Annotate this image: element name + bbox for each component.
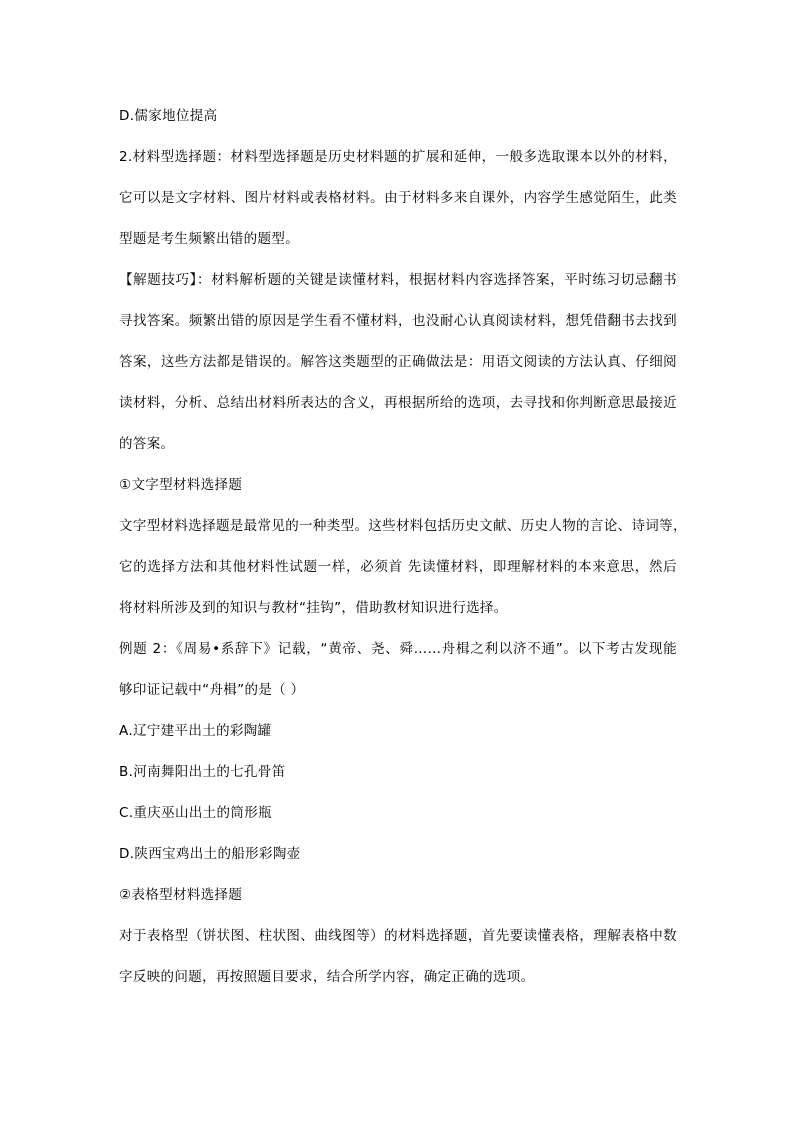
question-line: 够印证记载中“舟楫”的是（ ） — [119, 682, 305, 698]
text-line: 文字型材料选择题是最常见的一种类型。这些材料包括历史文献、历史人物的言论、诗词等， — [119, 518, 687, 534]
text-line: 寻找答案。频繁出错的原因是学生看不懂材料，也没耐心认真阅读材料，想凭借翻书去找到 — [119, 313, 677, 329]
text-line: D.儒家地位提高 — [119, 108, 218, 124]
option-a: A.辽宁建平出土的彩陶罐 — [119, 723, 272, 739]
text-line: 对于表格型（饼状图、柱状图、曲线图等）的材料选择题，首先要读懂表格，理解表格中数 — [119, 928, 677, 944]
option-d: D.陕西宝鸡出土的船形彩陶壶 — [119, 846, 301, 862]
text-line: 的答案。 — [119, 436, 175, 452]
text-line: 型题是考生频繁出错的题型。 — [119, 231, 300, 247]
text-line: 它可以是文字材料、图片材料或表格材料。由于材料多来自课外，内容学生感觉陌生，此类 — [119, 190, 677, 206]
text-line: 2.材料型选择题：材料型选择题是历史材料题的扩展和延伸，一般多选取课本以外的材料， — [119, 149, 677, 165]
text-line: 【解题技巧】：材料解析题的关键是读懂材料，根据材料内容选择答案，平时练习切忌翻书 — [119, 272, 677, 288]
option-b: B.河南舞阳出土的七孔骨笛 — [119, 764, 286, 780]
text-line: 读材料，分析、总结出材料所表达的含义，再根据所给的选项，去寻找和你判断意思最接近 — [119, 395, 677, 411]
text-line: 字反映的问题，再按照题目要求，结合所学内容，确定正确的选项。 — [119, 969, 535, 985]
question-line: 例题 2：《周易•系辞下》记载，“黄帝、尧、舜……舟楫之利以济不通”。以下考古发现能 — [119, 641, 677, 657]
document-page — [119, 106, 687, 987]
text-line: 它的选择方法和其他材料性试题一样，必须首 先读懂材料，即理解材料的本来意思，然后 — [119, 559, 677, 575]
section-heading: ②表格型材料选择题 — [119, 887, 243, 903]
text-line: 将材料所涉及到的知识与教材“挂钩”，借助教材知识进行选择。 — [119, 600, 508, 616]
section-heading: ①文字型材料选择题 — [119, 477, 243, 493]
option-c: C.重庆巫山出土的筒形瓶 — [119, 805, 272, 821]
text-line: 答案，这些方法都是错误的。解答这类题型的正确做法是：用语文阅读的方法认真、仔细阅 — [119, 354, 677, 370]
